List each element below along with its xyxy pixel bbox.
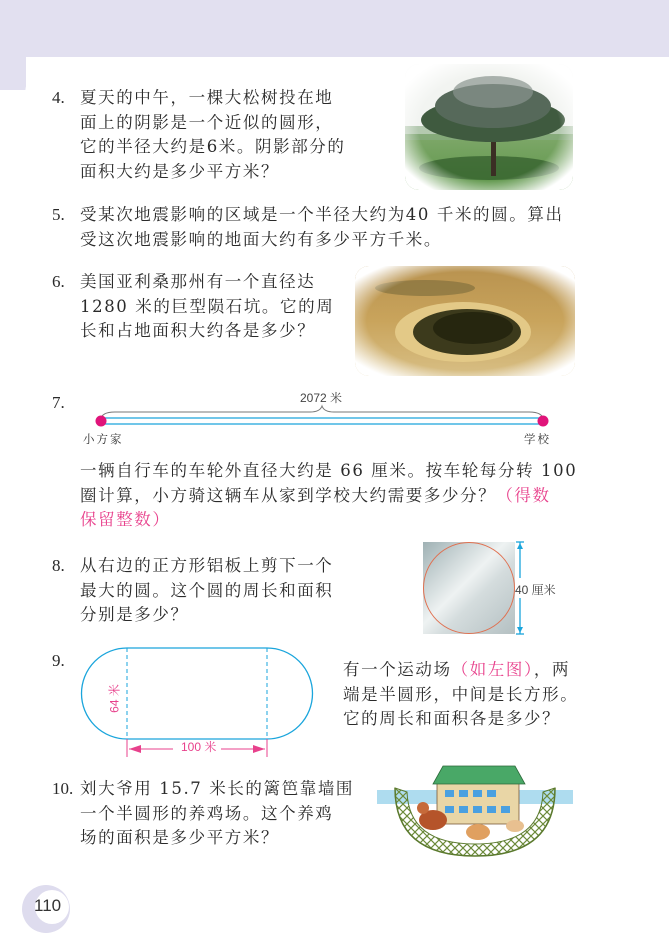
text-line: 它的周长和面积各是多少？ [343,709,561,728]
problem-number: 8. [52,556,65,575]
problem-number: 9. [52,651,65,670]
text-line: 受某次地震影响的区域是一个半径大约为40 千米的圆。算出 [80,205,564,224]
text-line: 它的半径大约是6米。阴影部分的 [80,137,346,156]
text-line: 场的面积是多少平方米？ [80,828,280,847]
problem-number: 7. [52,393,65,412]
side-length-label: 40 厘米 [515,583,556,597]
text-segment: 圈计算，小方骑这辆车从家到学校大约需要多少分？ [80,485,497,505]
text-line [343,658,578,683]
text-line [80,484,577,509]
note-text: （得数 [496,485,551,505]
page-number: 110 [34,896,62,915]
pine-tree-shadow-photo [405,64,573,190]
problem-text [80,459,577,533]
text-line: 夏天的中午，一棵大松树投在地 [80,88,334,107]
text-line: 端是半圆形，中间是长方形。 [343,684,579,704]
text-line: 分别是多少？ [80,605,189,624]
text-line: 面上的阴影是一个近似的圆形， [80,112,334,132]
chicken-coop-illustration [375,760,575,860]
problem-number: 4. [52,88,65,107]
meteor-crater-photo [355,266,575,376]
start-label: 小方家 [83,432,124,446]
width-label: 64 米 [107,684,122,713]
note-text: 保留整数） [80,510,171,529]
text-line: 美国亚利桑那州有一个直径达 [80,272,316,291]
distance-line-icon [95,400,550,430]
text-line: 从右边的正方形铝板上剪下一个 [80,556,334,575]
aluminum-square-circle-icon [420,540,530,638]
problem-text [343,658,578,732]
text-line: 长和占地面积大约各是多少？ [80,321,316,340]
end-label: 学校 [524,432,551,446]
problem-text [80,270,334,344]
problem-number: 5. [52,205,65,224]
distance-label: 2072 米 [300,391,343,405]
problem-number: 6. [52,272,65,291]
text-segment: ，两 [533,660,571,679]
problem-number: 10. [52,779,74,798]
header-left-strip [0,0,26,90]
problem-text [80,554,333,628]
text-line: 一辆自行车的车轮外直径大约是 66 厘米。按车轮每分转 100 [80,461,578,480]
text-line: 最大的圆。这个圆的周长和面积 [80,580,334,600]
text-line: 1280 米的巨型陨石坑。它的周 [80,296,335,316]
header-band [0,0,669,57]
note-text: （如左图） [451,660,534,679]
text-segment: 有一个运动场 [343,660,452,679]
text-line: 一个半圆形的养鸡场。这个养鸡 [80,803,334,823]
text-line: 面积大约是多少平方米？ [80,161,280,181]
text-line: 受这次地震影响的地面大约有多少平方千米。 [80,229,442,249]
problem-text [80,777,354,851]
problem-text [80,86,346,184]
problem-text [80,203,564,252]
length-label: 100 米 [181,740,217,754]
text-line: 刘大爷用 15.7 米长的篱笆靠墙围 [80,779,355,798]
